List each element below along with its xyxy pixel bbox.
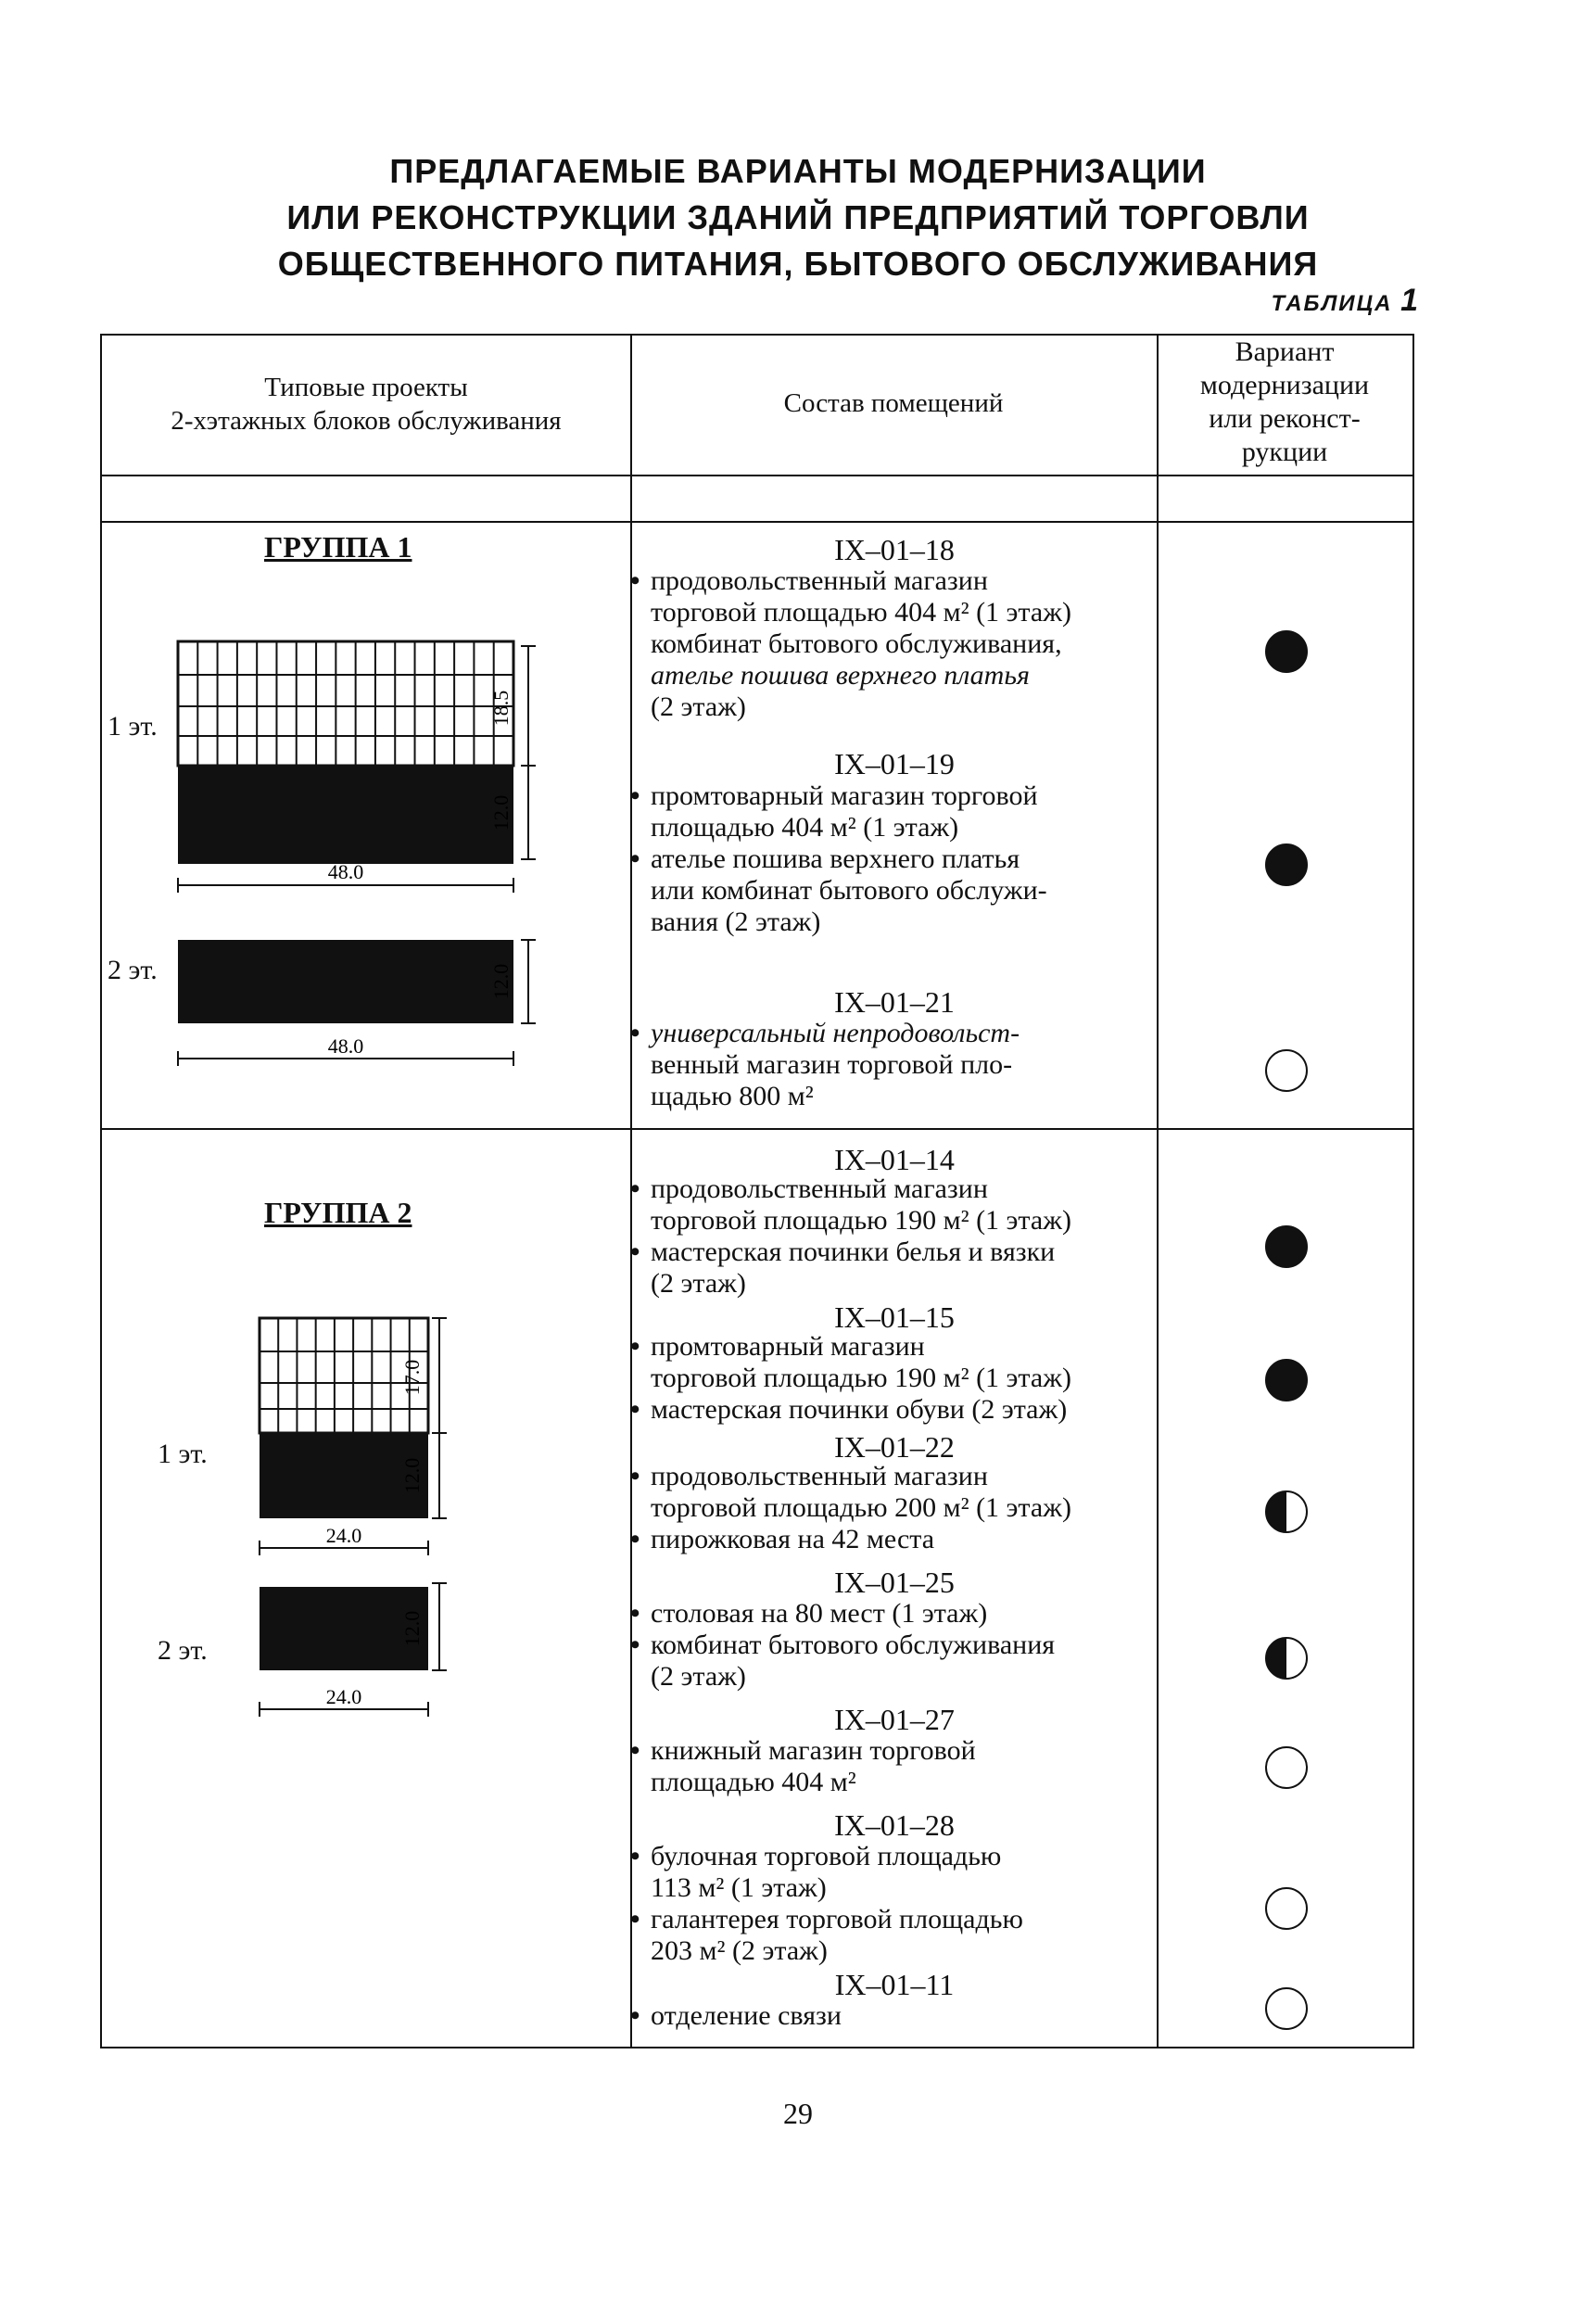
main-table [100, 334, 1414, 2048]
desc-line: 113 м² (1 этаж) [651, 1872, 827, 1903]
desc-line: продовольственный магазин [651, 565, 988, 596]
desc-line: вания (2 этаж) [651, 907, 821, 937]
group1-title: ГРУППА 1 [264, 530, 412, 564]
project-code-ix-01-15: IX–01–15 [834, 1300, 955, 1334]
variant-marker-ix-01-21 [1265, 1049, 1308, 1092]
variant-marker-ix-01-11 [1265, 1987, 1308, 2030]
bullet: • [630, 2000, 640, 2031]
group1-floor1-label: 1 эт. [108, 711, 158, 742]
bullet: • [630, 1630, 640, 1660]
bullet: • [630, 1173, 640, 1204]
project-ix-01-15-desc [630, 1331, 1260, 1426]
group1-grid-block [178, 641, 513, 766]
desc-line: продовольственный магазин [651, 1173, 988, 1204]
header-col3-line1: Вариант [1235, 336, 1335, 367]
header-col3-line4: рукции [1241, 437, 1328, 467]
desc-line: ателье пошива верхнего платья [651, 843, 1020, 874]
project-ix-01-14-desc [630, 1173, 1260, 1300]
desc-line: книжный магазин торговой [651, 1735, 976, 1766]
desc-line: торговой площадью 190 м² (1 этаж) [651, 1205, 1071, 1236]
project-code-ix-01-28: IX–01–28 [834, 1808, 955, 1842]
desc-line: (2 этаж) [651, 691, 746, 722]
group2-dim-12-b: 12.0 [400, 1610, 424, 1647]
bullet: • [630, 843, 640, 874]
header-col3-line3: или реконст- [1209, 403, 1361, 434]
group2-title: ГРУППА 2 [264, 1196, 412, 1229]
variant-marker-ix-01-25 [1265, 1637, 1308, 1680]
project-ix-01-27-desc [630, 1735, 1260, 1798]
group1-dim-48-b: 48.0 [327, 1034, 364, 1058]
project-code-ix-01-22: IX–01–22 [834, 1430, 955, 1464]
desc-line: венный магазин торговой пло- [651, 1049, 1013, 1080]
header-divider [102, 475, 1412, 476]
desc-line: продовольственный магазин [651, 1461, 988, 1491]
group2-dim-12-a: 12.0 [400, 1457, 424, 1494]
project-ix-01-21-desc [630, 1018, 1260, 1112]
header-col3-line2: модернизации [1199, 370, 1370, 400]
desc-line: отделение связи [651, 2000, 842, 2031]
group1-dim-12-b: 12.0 [489, 963, 513, 1000]
desc-line: торговой площадью 190 м² (1 этаж) [651, 1363, 1071, 1393]
group1-dim-12-a: 12.0 [489, 794, 513, 831]
group1-floor-plan [102, 577, 630, 1133]
table-label-number: 1 [1400, 283, 1420, 318]
group1-floor1-solid-block [178, 766, 513, 864]
desc-line: универсальный непродовольст- [651, 1018, 1020, 1048]
variant-marker-ix-01-22 [1265, 1490, 1308, 1533]
header-col1-line2: 2-хэтажных блоков обслуживания [171, 406, 562, 436]
desc-line: щадью 800 м² [651, 1081, 814, 1111]
group1-dim-18-5: 18.5 [489, 690, 513, 727]
bullet: • [630, 1524, 640, 1554]
bullet: • [630, 1018, 640, 1048]
group1-dim-48-a: 48.0 [327, 860, 364, 883]
project-ix-01-28-desc [630, 1841, 1260, 1967]
desc-line: площадью 404 м² [651, 1767, 856, 1797]
bullet: • [630, 1735, 640, 1766]
page-title [0, 148, 1596, 287]
desc-line: (2 этаж) [651, 1268, 746, 1299]
variant-marker-ix-01-19 [1265, 843, 1308, 886]
desc-line: торговой площадью 200 м² (1 этаж) [651, 1492, 1071, 1523]
bullet: • [630, 1237, 640, 1267]
desc-line: ателье пошива верхнего платья [651, 660, 1030, 691]
table-label-text: ТАБЛИЦА [1271, 291, 1393, 316]
group2-dim-24-b: 24.0 [325, 1685, 362, 1708]
project-ix-01-18-desc [630, 565, 1260, 723]
header-col1-line1: Типовые проекты [264, 373, 468, 402]
header-col-variant [1157, 336, 1412, 469]
project-ix-01-19-desc [630, 780, 1260, 938]
variant-marker-ix-01-14 [1265, 1225, 1308, 1268]
desc-line: мастерская починки обуви (2 этаж) [651, 1394, 1068, 1425]
desc-line: пирожковая на 42 места [651, 1524, 935, 1554]
desc-line: 203 м² (2 этаж) [651, 1935, 828, 1966]
bullet: • [630, 565, 640, 596]
project-ix-01-25-desc [630, 1598, 1260, 1693]
desc-line: (2 этаж) [651, 1661, 746, 1692]
group2-floor1-label: 1 эт. [158, 1439, 208, 1469]
title-line-2: ИЛИ РЕКОНСТРУКЦИИ ЗДАНИЙ ПРЕДПРИЯТИЙ ТОРГОВЛИ [286, 198, 1310, 236]
desc-line: галантерея торговой площадью [651, 1904, 1023, 1934]
project-code-ix-01-25: IX–01–25 [834, 1566, 955, 1599]
project-code-ix-01-18: IX–01–18 [834, 533, 955, 566]
desc-line: мастерская починки белья и вязки [651, 1237, 1056, 1267]
bullet: • [630, 1331, 640, 1362]
bullet: • [630, 1394, 640, 1425]
bullet: • [630, 1904, 640, 1934]
project-ix-01-22-desc [630, 1461, 1260, 1555]
header-col-projects [102, 371, 630, 438]
group2-floor2-label: 2 эт. [158, 1635, 208, 1666]
desc-line: комбинат бытового обслуживания [651, 1630, 1056, 1660]
desc-line: торговой площадью 404 м² (1 этаж) [651, 597, 1071, 628]
title-line-3: ОБЩЕСТВЕННОГО ПИТАНИЯ, БЫТОВОГО ОБСЛУЖИВАНИЯ [277, 245, 1319, 283]
desc-line: булочная торговой площадью [651, 1841, 1002, 1871]
bullet: • [630, 1841, 640, 1871]
group2-floor-plan [102, 1300, 630, 1763]
group1-floor2-solid-block [178, 940, 513, 1023]
spacer-row-divider [102, 521, 1412, 523]
desc-line: площадью 404 м² (1 этаж) [651, 812, 959, 843]
bullet: • [630, 1461, 640, 1491]
desc-line: или комбинат бытового обслужи- [651, 875, 1047, 906]
group1-floor2-label: 2 эт. [108, 955, 158, 985]
desc-line: промтоварный магазин торговой [651, 780, 1038, 811]
project-code-ix-01-14: IX–01–14 [834, 1143, 955, 1176]
group2-dim-24-a: 24.0 [325, 1524, 362, 1547]
group2-dim-17: 17.0 [400, 1359, 424, 1396]
project-code-ix-01-19: IX–01–19 [834, 747, 955, 780]
bullet: • [630, 780, 640, 811]
desc-line: столовая на 80 мест (1 этаж) [651, 1598, 988, 1629]
desc-line: комбинат бытового обслуживания, [651, 628, 1062, 659]
header-col-composition [630, 387, 1157, 420]
table-label [1271, 283, 1420, 319]
desc-line: промтоварный магазин [651, 1331, 925, 1362]
project-code-ix-01-27: IX–01–27 [834, 1703, 955, 1736]
project-code-ix-01-21: IX–01–21 [834, 985, 955, 1019]
title-line-1: ПРЕДЛАГАЕМЫЕ ВАРИАНТЫ МОДЕРНИЗАЦИИ [389, 152, 1207, 190]
project-ix-01-11-desc [630, 2000, 1260, 2032]
variant-marker-ix-01-28 [1265, 1887, 1308, 1930]
header-col2: Состав помещений [783, 388, 1004, 418]
variant-marker-ix-01-27 [1265, 1746, 1308, 1789]
bullet: • [630, 1598, 640, 1629]
variant-marker-ix-01-15 [1265, 1359, 1308, 1401]
project-code-ix-01-11: IX–01–11 [834, 1968, 955, 2001]
page-number: 29 [783, 2097, 813, 2130]
variant-marker-ix-01-18 [1265, 630, 1308, 673]
